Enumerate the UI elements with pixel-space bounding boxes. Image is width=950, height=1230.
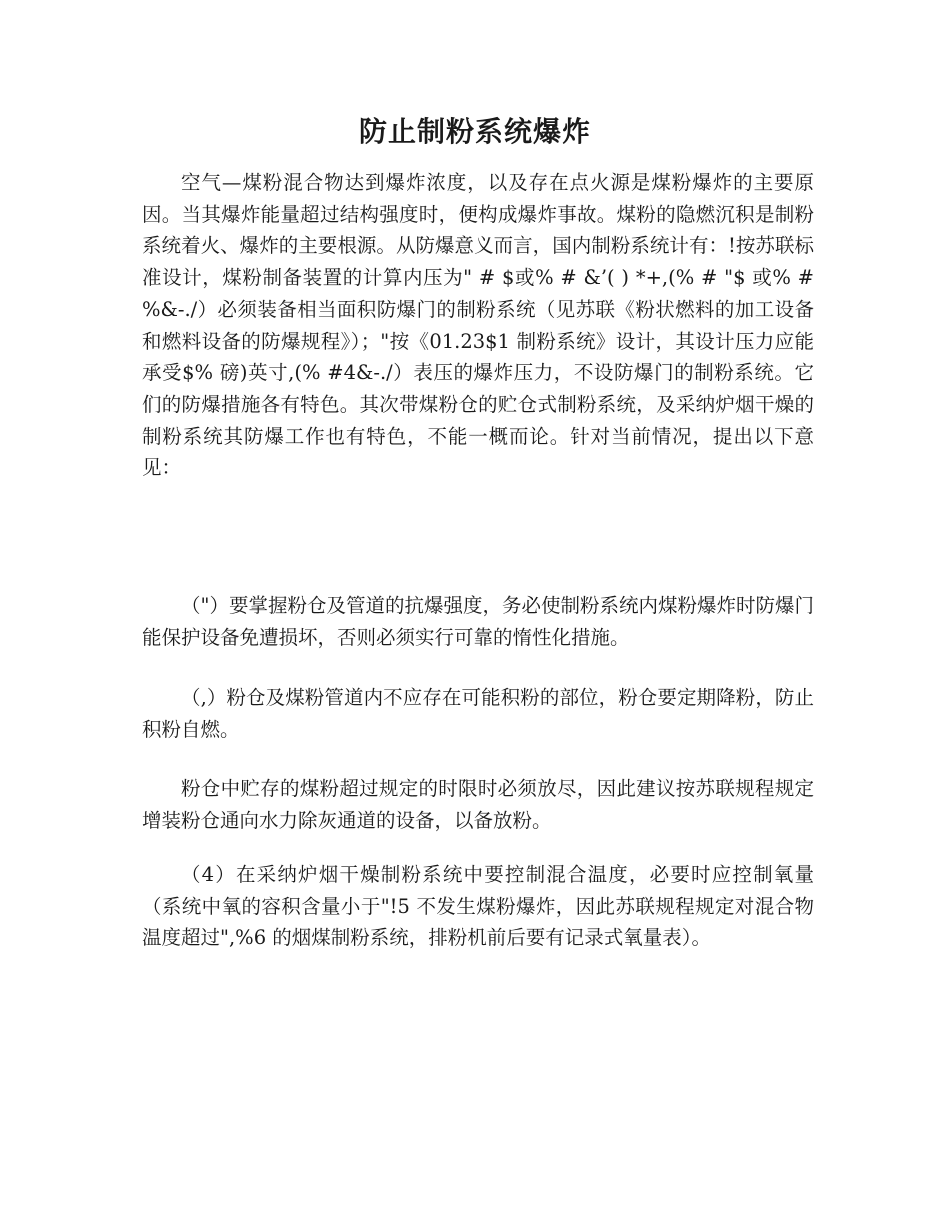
intro-paragraph: 空气—煤粉混合物达到爆炸浓度，以及存在点火源是煤粉爆炸的主要原因。当其爆炸能量超过结构强度时，便构成爆炸事故。煤粉的隐燃沉积是制粉系统着火、爆炸的主要根源。从防爆意义而言，国内制粉系统计有：!按苏联标准设计，煤粉制备装置的计算内压为" # $或% # &’( ) *+,(% # "$ 或% # %&-./）必须装备相当面积防爆门的制粉系统（见苏联《粉状燃料的加工设备和燃料设备的防爆规程》）；"按《01.23$1 制粉系统》设计，其设计压力应能承受$% 磅)英寸,(% #4&-./）表压的爆炸压力，不设防爆门的制粉系统。它们的防爆措施各有特色。其次带煤粉仓的贮仓式制粉系统，及采纳炉烟干燥的制粉系统其防爆工作也有特色，不能一概而论。针对当前情况，提出以下意见： <box>142 171 814 480</box>
document-title: 防止制粉系统爆炸 <box>358 115 591 148</box>
measure-paragraph-4: （4）在采纳炉烟干燥制粉系统中要控制混合温度，必要时应控制氧量（系统中氧的容积含量小于"!5 不发生煤粉爆炸，因此苏联规程规定对混合物温度超过",%6 的烟煤制粉系统，排粉机前后要有记录式氧量表）。 <box>142 863 814 949</box>
measure-paragraph-1: （"）要掌握粉仓及管道的抗爆强度，务必使制粉系统内煤粉爆炸时防爆门能保护设备免遭损坏，否则必须实行可靠的惰性化措施。 <box>142 594 814 649</box>
measure-paragraph-3: 粉仓中贮存的煤粉超过规定的时限时必须放尽，因此建议按苏联规程规定增装粉仓通向水力除灰通道的设备，以备放粉。 <box>142 777 814 832</box>
measure-paragraph-2: （,）粉仓及煤粉管道内不应存在可能积粉的部位，粉仓要定期降粉，防止积粉自燃。 <box>142 686 814 741</box>
